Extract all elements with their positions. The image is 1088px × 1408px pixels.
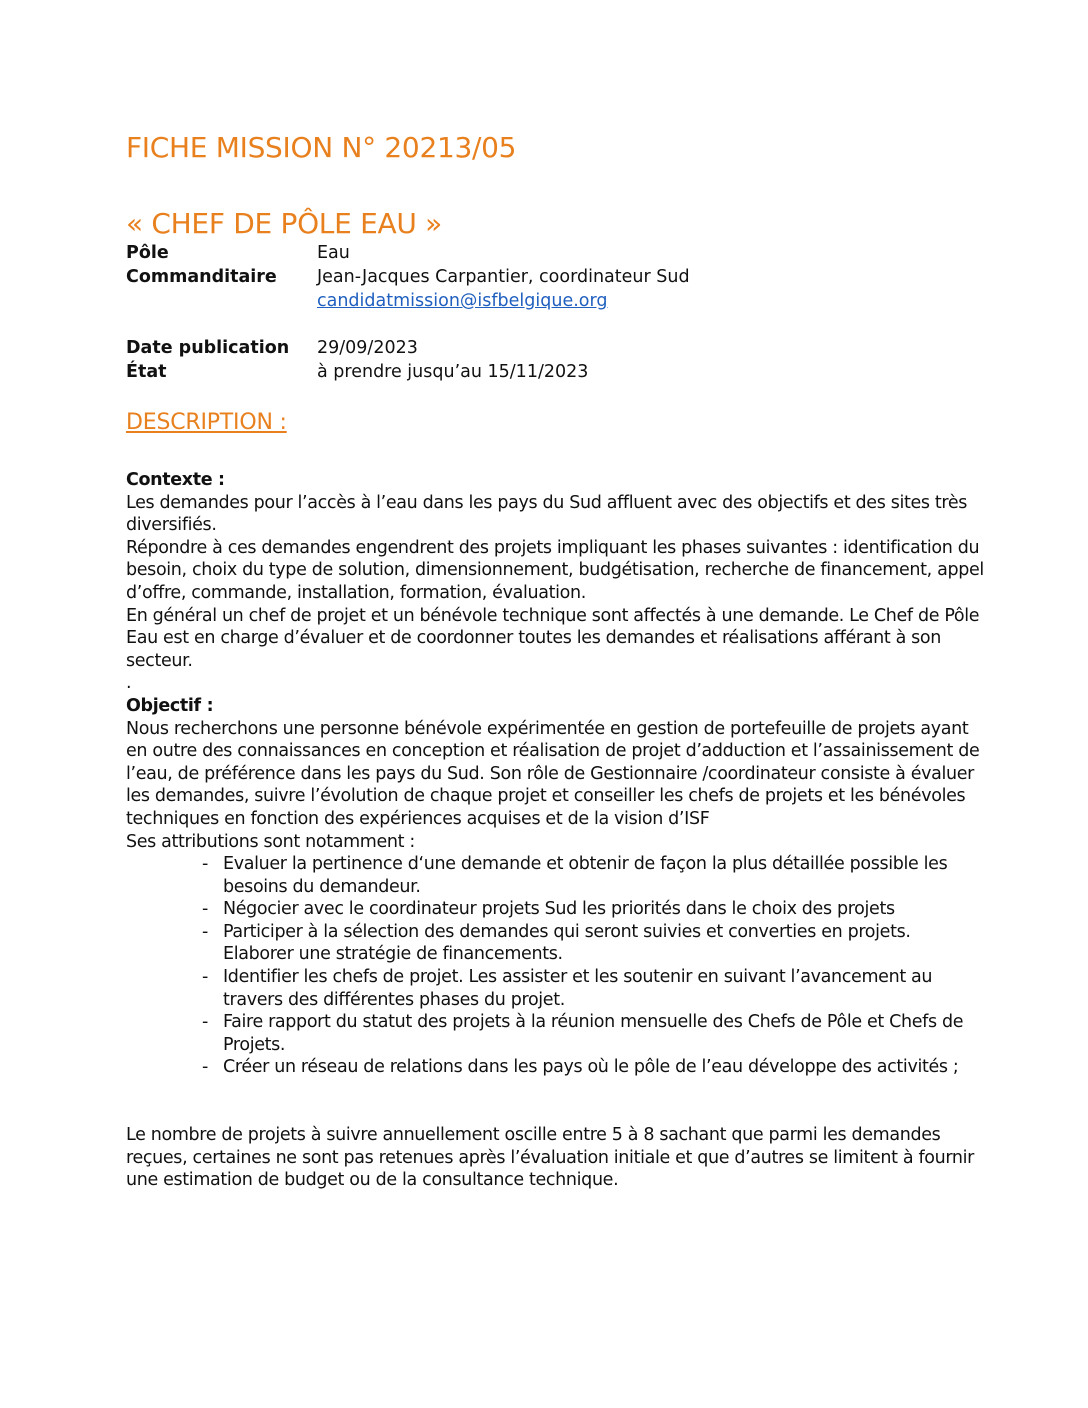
list-dash: -: [202, 967, 208, 988]
list-item: [126, 853, 986, 898]
list-item-text: Evaluer la pertinence d‘une demande et obtenir de façon la plus détaillée possible les besoins du demandeur.: [223, 854, 948, 897]
list-item: [126, 921, 986, 966]
meta-value-date: 29/09/2023: [317, 338, 418, 358]
separator-dot: .: [126, 673, 132, 694]
list-item: [126, 1011, 986, 1056]
closing-paragraph: Le nombre de projets à suivre annuellement oscille entre 5 à 8 sachant que parmi les demandes reçues, certaines ne sont pas retenues après l’évaluation initiale et que d’autres se limitent à fournir une estimation de budget ou de la consultance technique.: [126, 1125, 974, 1191]
attributions-list: [126, 853, 986, 1079]
objectif-heading: Objectif :: [126, 695, 214, 716]
mission-subtitle: « CHEF DE PÔLE EAU »: [126, 207, 442, 240]
list-item-text: Créer un réseau de relations dans les pays où le pôle de l’eau développe des activités ;: [223, 1057, 959, 1078]
list-dash: -: [202, 1012, 208, 1033]
objectif-paragraph: Nous recherchons une personne bénévole expérimentée en gestion de portefeuille de projets ayant en outre des connaissances en conception et réalisation de projet d’adduction et l’assainissement de l’eau, de préférence dans les pays du Sud. Son rôle de Gestionnaire /coordinateur consiste à évaluer les demandes, suivre l’évolution de chaque projet et conseiller les chefs de projets et les bénévoles techniques en fonction des expériences acquises et de la vision d’ISF: [126, 718, 980, 829]
list-dash: -: [202, 921, 208, 942]
list-dash: -: [202, 854, 208, 875]
spacer: [126, 1079, 986, 1124]
list-item-text: Négocier avec le coordinateur projets Sud les priorités dans le choix des projets: [223, 899, 895, 920]
list-dash: -: [202, 899, 208, 920]
mission-title: FICHE MISSION N° 20213/05: [126, 131, 517, 164]
meta-value-pole: Eau: [317, 243, 350, 263]
list-item-text: Identifier les chefs de projet. Les assister et les soutenir en suivant l’avancement au travers des différentes phases du projet.: [223, 967, 933, 1010]
meta-value-etat: à prendre jusqu’au 15/11/2023: [317, 362, 589, 382]
contexte-heading: Contexte :: [126, 470, 225, 490]
description-body: [126, 469, 986, 1192]
email-link[interactable]: candidatmission@isfbelgique.org: [317, 291, 608, 311]
attributions-intro: Ses attributions sont notamment :: [126, 831, 415, 852]
meta-label-commanditaire: Commanditaire: [126, 267, 277, 287]
description-heading: DESCRIPTION :: [126, 410, 287, 435]
list-item: [126, 1056, 986, 1079]
contexte-paragraph: Répondre à ces demandes engendrent des projets impliquant les phases suivantes : identification du besoin, choix du type de solution, dimensionnement, budgétisation, recherche de financement, appel d’offre, commande, installation, formation, évaluation.: [126, 537, 984, 603]
meta-label-pole: Pôle: [126, 243, 169, 263]
list-dash: -: [202, 1057, 208, 1078]
list-item-text: Participer à la sélection des demandes qui seront suivies et converties en projets. Elaborer une stratégie de financements.: [223, 921, 911, 965]
meta-value-commanditaire: Jean-Jacques Carpantier, coordinateur Sud: [317, 267, 690, 287]
contexte-paragraph: Les demandes pour l’accès à l’eau dans les pays du Sud affluent avec des objectifs et des sites très diversifiés.: [126, 492, 968, 536]
list-item-text: Faire rapport du statut des projets à la réunion mensuelle des Chefs de Pôle et Chefs de Projets.: [223, 1012, 964, 1055]
contexte-paragraph: En général un chef de projet et un bénévole technique sont affectés à une demande. Le Chef de Pôle Eau est en charge d’évaluer et de coordonner toutes les demandes et réalisations afférant à son secteur.: [126, 605, 980, 671]
list-item: [126, 898, 986, 921]
meta-label-etat: État: [126, 362, 167, 382]
meta-label-date: Date publication: [126, 338, 290, 358]
list-item: [126, 966, 986, 1011]
